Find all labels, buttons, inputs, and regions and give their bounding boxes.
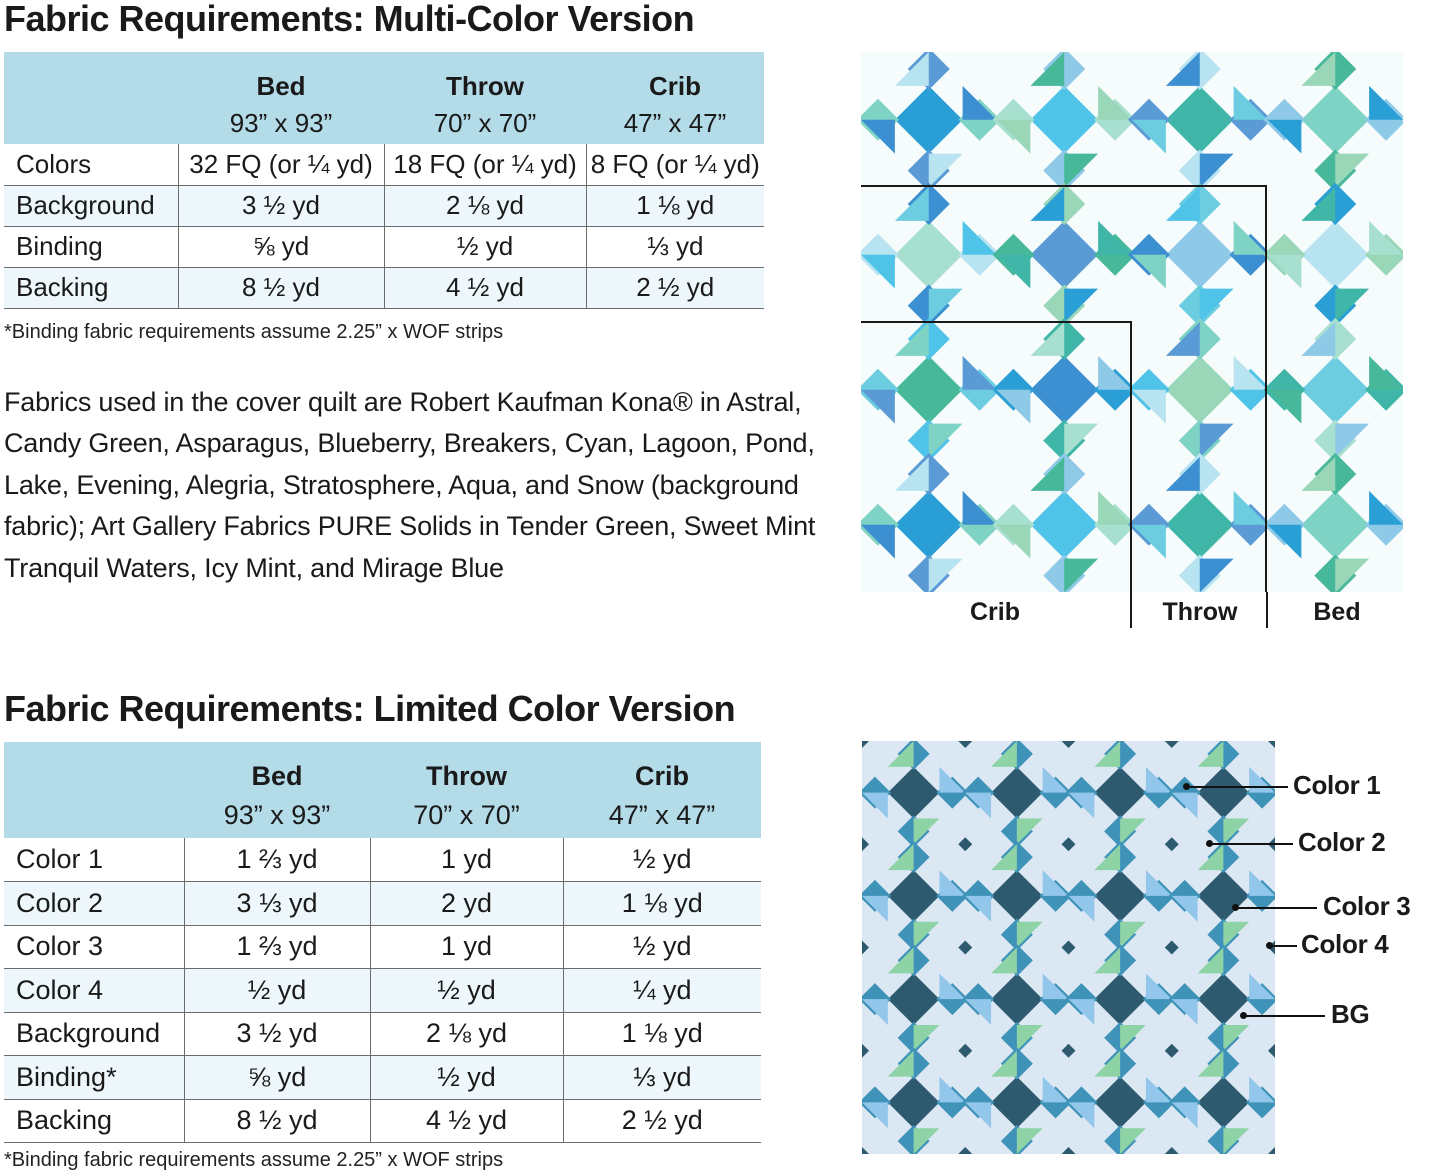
section1-heading: Fabric Requirements: Multi-Color Version [4,0,695,39]
throw-size-label: Throw [1162,598,1238,626]
throw-size-marker [1130,592,1132,628]
table-cell: ½ yd [384,226,586,267]
column-dims: 47” x 47” [608,800,716,830]
callout-color3: Color 3 [1323,891,1411,921]
table-cell: 8 ½ yd [184,1099,370,1143]
column-dims: 47” x 47” [623,108,727,138]
table-cell: ¼ yd [563,969,761,1013]
column-name: Throw [446,71,524,101]
row-label: Color 4 [16,974,104,1005]
column-name: Crib [635,761,689,791]
table-row [4,882,761,926]
bed-size-marker [1266,592,1268,628]
multi-color-requirements-table [4,52,764,309]
table-cell: 4 ½ yd [370,1099,563,1143]
column-name: Bed [251,761,303,791]
callout-line [1209,843,1293,845]
callout-bg: BG [1331,999,1370,1029]
fabrics-paragraph: Fabrics used in the cover quilt are Robert Kaufman Kona® in Astral, Candy Green, Asparagus, Blueberry, Breakers, Cyan, Lagoon, Pond, Lake, Evening, Alegria, Stratosphere, Aqua, and Snow (background fabric); Art Gallery Fabrics PURE Solids in Tender Green, Sweet Mint Tranquil Waters, Icy Mint, and Mirage Blue [4,387,816,583]
column-name: Throw [426,761,507,791]
column-dims: 93” x 93” [229,108,333,138]
crib-size-label: Crib [970,598,1020,626]
row-label: Binding* [16,1061,117,1092]
limited-color-quilt-diagram [862,741,1275,1154]
row-label: Binding [16,231,103,261]
bed-size-label: Bed [1313,598,1361,626]
callout-line [1243,1015,1325,1017]
header-crib [563,742,761,838]
callout-color4: Color 4 [1301,929,1389,959]
header-crib [586,52,764,144]
table-row [4,185,764,226]
table-row [4,838,761,882]
table-row [4,925,761,969]
table-cell: 3 ½ yd [178,185,384,226]
table-row [4,969,761,1013]
table-header-row [4,52,764,144]
table-cell: 1 ⅔ yd [184,925,370,969]
table-cell: 1 yd [370,925,563,969]
table-row [4,226,764,267]
table-cell: 1 ⅛ yd [563,1012,761,1056]
multi-color-quilt-diagram [861,52,1403,592]
table-cell: 3 ⅓ yd [184,882,370,926]
table-cell: ⅓ yd [586,226,764,267]
table-cell: ⅝ yd [178,226,384,267]
row-label: Color 3 [16,931,104,962]
table-cell: 3 ½ yd [184,1012,370,1056]
callout-line [1269,945,1297,947]
table-cell: ½ yd [184,969,370,1013]
limited-color-requirements-table [4,742,761,1143]
table-cell: 2 yd [370,882,563,926]
row-label: Color 2 [16,887,104,918]
table-cell: 2 ⅛ yd [384,185,586,226]
table-cell: ⅝ yd [184,1056,370,1100]
table-cell: 32 FQ (or ¼ yd) [178,144,384,185]
table-cell: 18 FQ (or ¼ yd) [384,144,586,185]
row-label: Colors [16,148,92,179]
table-cell: 4 ½ yd [384,267,586,308]
table-cell: ½ yd [370,969,563,1013]
column-name: Crib [649,71,701,101]
binding-footnote: *Binding fabric requirements assume 2.25” x WOF strips [4,321,504,343]
callout-color1: Color 1 [1293,770,1381,800]
column-name: Bed [256,71,306,101]
table-cell: ½ yd [563,838,761,882]
header-corner [4,52,178,144]
table-cell: 1 ⅔ yd [184,838,370,882]
header-throw [370,742,563,838]
header-bed [184,742,370,838]
header-corner [4,742,184,838]
table-row [4,144,764,185]
table-cell: 1 yd [370,838,563,882]
column-dims: 93” x 93” [223,800,331,830]
table-cell: ½ yd [370,1056,563,1100]
table-cell: 2 ⅛ yd [370,1012,563,1056]
table-cell: ½ yd [563,925,761,969]
table-cell: 8 ½ yd [178,267,384,308]
row-label: Backing [16,1105,113,1136]
callout-line [1235,907,1317,909]
table-cell: 1 ⅛ yd [586,185,764,226]
table-header-row [4,742,761,838]
section2-heading: Fabric Requirements: Limited Color Version [4,688,736,729]
table-cell: 2 ½ yd [563,1099,761,1143]
callout-color2: Color 2 [1298,827,1386,857]
row-label: Color 1 [16,844,104,874]
row-label: Background [16,190,155,220]
header-bed [178,52,384,144]
table-cell: ⅓ yd [563,1056,761,1100]
header-throw [384,52,586,144]
row-label: Background [16,1018,161,1049]
column-dims: 70” x 70” [413,800,520,830]
table-row [4,1056,761,1100]
column-dims: 70” x 70” [433,108,537,138]
table-row [4,1099,761,1143]
callout-line [1186,786,1288,788]
table-cell: 2 ½ yd [586,267,764,308]
table-cell: 8 FQ (or ¼ yd) [586,144,764,185]
table-cell: 1 ⅛ yd [563,882,761,926]
row-label: Backing [16,272,109,302]
table-row [4,1012,761,1056]
table-row [4,267,764,308]
binding-footnote: *Binding fabric requirements assume 2.25” x WOF strips [4,1149,504,1171]
